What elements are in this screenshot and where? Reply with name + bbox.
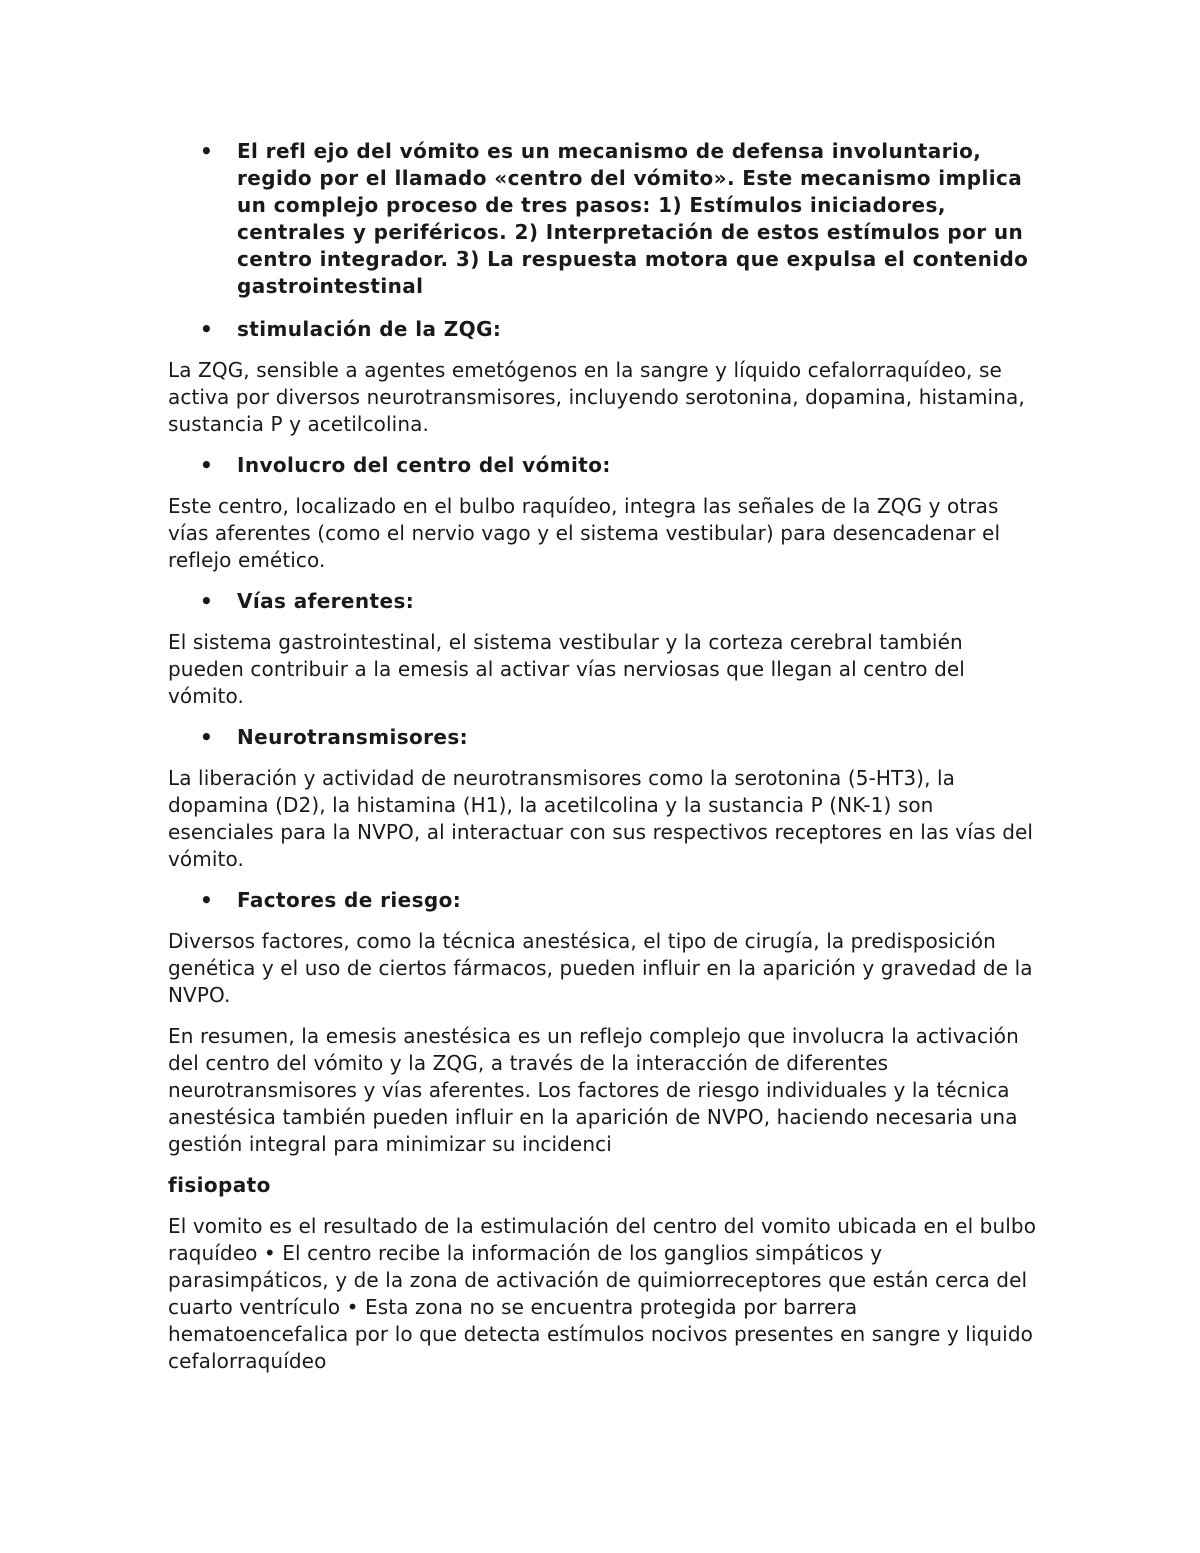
- riesgo-heading: Factores de riesgo:: [237, 888, 462, 912]
- bullet-icon: •: [200, 453, 214, 477]
- vias-paragraph: El sistema gastrointestinal, el sistema vestibular y la corteza cerebral también pueden contribuir a la emesis al activar vías nerviosas que llegan al centro del vómito.: [168, 630, 965, 708]
- zqg-paragraph: La ZQG, sensible a agentes emetógenos en la sangre y líquido cefalorraquídeo, se activa por diversos neurotransmisores, incluyendo serotonina, dopamina, histamina, sustancia P y acetilcolina.: [168, 358, 1025, 436]
- bullet-intro: [168, 138, 1038, 300]
- document-page: [168, 138, 1038, 1389]
- bullet-icon: •: [200, 725, 214, 749]
- bullet-icon: •: [200, 139, 214, 163]
- fisio-heading: fisiopato: [168, 1173, 271, 1197]
- bullet-zqg: [168, 316, 1038, 343]
- bullet-icon: •: [200, 317, 214, 341]
- bullet-riesgo: [168, 887, 1038, 914]
- riesgo-paragraph: Diversos factores, como la técnica anestésica, el tipo de cirugía, la predisposición genética y el uso de ciertos fármacos, pueden influir en la aparición y gravedad de la NVPO.: [168, 929, 1033, 1007]
- bullet-vias: [168, 588, 1038, 615]
- bullet-centro: [168, 452, 1038, 479]
- zqg-heading: stimulación de la ZQG:: [237, 317, 502, 341]
- vias-heading: Vías aferentes:: [237, 589, 415, 613]
- resumen-paragraph: En resumen, la emesis anestésica es un reflejo complejo que involucra la activación del centro del vómito y la ZQG, a través de la interacción de diferentes neurotransmisores y vías aferentes. Los factores de riesgo individuales y la técnica anestésica también pueden influir en la aparición de NVPO, haciendo necesaria una gestión integral para minimizar su incidenci: [168, 1024, 1019, 1156]
- centro-heading: Involucro del centro del vómito:: [237, 453, 611, 477]
- neuro-paragraph: La liberación y actividad de neurotransmisores como la serotonina (5-HT3), la dopamina (D2), la histamina (H1), la acetilcolina y la sustancia P (NK-1) son esenciales para la NVPO, al interactuar con sus respectivos receptores en las vías del vómito.: [168, 766, 1034, 871]
- bullet-intro-text: El refl ejo del vómito es un mecanismo de defensa involuntario, regido por el llamado «centro del vómito». Este mecanismo implica un complejo proceso de tres pasos: 1) Estímulos iniciadores, centrales y periféricos. 2) Interpretación de estos estímulos por un centro integrador. 3) La respuesta motora que expulsa el contenido gastrointestinal: [237, 139, 1029, 298]
- centro-paragraph: Este centro, localizado en el bulbo raquídeo, integra las señales de la ZQG y otras vías aferentes (como el nervio vago y el sistema vestibular) para desencadenar el reflejo emético.: [168, 494, 1001, 572]
- fisio-paragraph: El vomito es el resultado de la estimulación del centro del vomito ubicada en el bulbo raquídeo • El centro recibe la información de los ganglios simpáticos y parasimpáticos, y de la zona de activación de quimiorreceptores que están cerca del cuarto ventrículo • Esta zona no se encuentra protegida por barrera hematoencefalica por lo que detecta estímulos nocivos presentes en sangre y liquido cefalorraquídeo: [168, 1214, 1037, 1373]
- bullet-icon: •: [200, 589, 214, 613]
- bullet-neuro: [168, 724, 1038, 751]
- neuro-heading: Neurotransmisores:: [237, 725, 469, 749]
- bullet-icon: •: [200, 888, 214, 912]
